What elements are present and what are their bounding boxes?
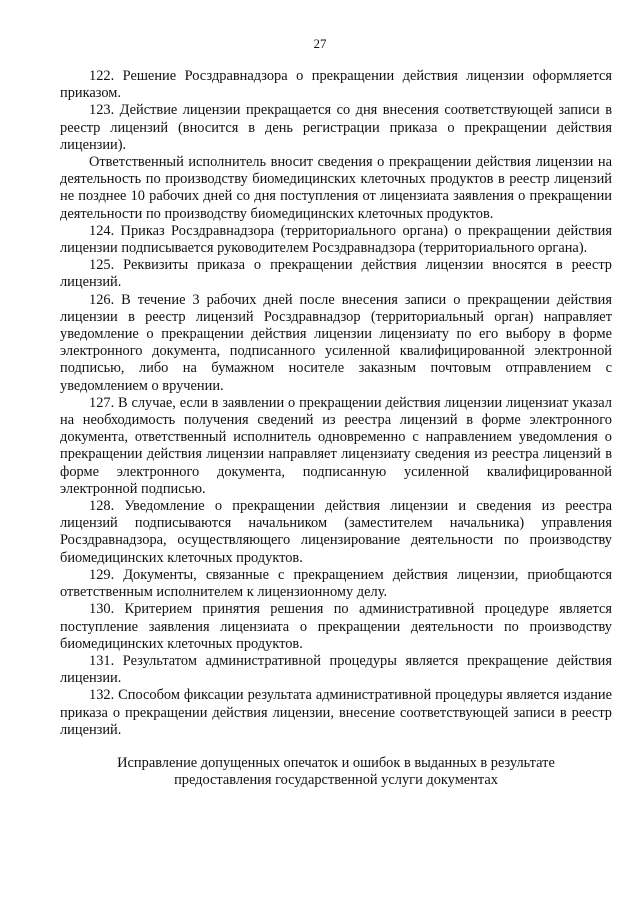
paragraph-responsible-executor: Ответственный исполнитель вносит сведения о прекращении действия лицензии на деятельность по производству биомедицинских клеточных продуктов в реестр лицензий не позднее 10 рабочих дней со дня поступления от лицензиата заявления о прекращении деятельности по производству биомедицинских клеточных продуктов. (60, 154, 612, 222)
paragraph-127: 127. В случае, если в заявлении о прекращении действия лицензии лицензиат указал на необходимость получения сведений из реестра лицензий в форме электронного документа, ответственный исполнитель одновременно с направлением уведомления о прекращении действия лицензии направляет лицензиату сведения из реестра лицензий в форме электронного документа, подписанную усиленной квалифицированной электронной подписью. (60, 394, 612, 497)
document-body (60, 68, 612, 789)
section-heading-line-2: предоставления государственной услуги документах (174, 772, 498, 789)
section-heading (60, 755, 612, 789)
paragraph-124: 124. Приказ Росздравнадзора (территориального органа) о прекращении действия лицензии подписывается руководителем Росздравнадзора (территориального органа). (60, 222, 612, 257)
section-heading-line-1: Исправление допущенных опечаток и ошибок в выданных в результате (117, 754, 555, 771)
paragraph-128: 128. Уведомление о прекращении действия лицензии и сведения из реестра лицензий подписываются начальником (заместителем начальника) управления Росздравнадзора, осуществляющего лицензирование деятельности по производству биомедицинских клеточных продуктов. (60, 498, 612, 566)
paragraph-125: 125. Реквизиты приказа о прекращении действия лицензии вносятся в реестр лицензий. (60, 257, 612, 291)
paragraph-131: 131. Результатом административной процедуры является прекращение действия лицензии. (60, 652, 612, 687)
paragraph-122: 122. Решение Росздравнадзора о прекращении действия лицензии оформляется приказом. (60, 68, 612, 102)
page-number: 27 (313, 36, 327, 51)
paragraph-126: 126. В течение 3 рабочих дней после внесения записи о прекращении действия лицензии в реестр лицензий Росздравнадзор (территориальный орган) направляет уведомление о прекращении действия лицензии лицензиату по его выбору в форме электронного документа, подписанного усиленной квалифицированной электронной подписью, либо на бумажном носителе заказным почтовым отправлением с уведомлением о вручении. (60, 291, 612, 394)
paragraph-132: 132. Способом фиксации результата административной процедуры является издание приказа о прекращении действия лицензии, внесение соответствующей записи в реестр лицензий. (60, 687, 612, 738)
paragraph-130: 130. Критерием принятия решения по административной процедуре является поступление заявления лицензиата о прекращении деятельности по производству биомедицинских клеточных продуктов. (60, 601, 612, 652)
paragraph-129: 129. Документы, связанные с прекращением действия лицензии, приобщаются ответственным исполнителем к лицензионному делу. (60, 566, 612, 601)
paragraph-123: 123. Действие лицензии прекращается со дня внесения соответствующей записи в реестр лицензий (вносится в день регистрации приказа о прекращении действия лицензии). (60, 102, 612, 153)
